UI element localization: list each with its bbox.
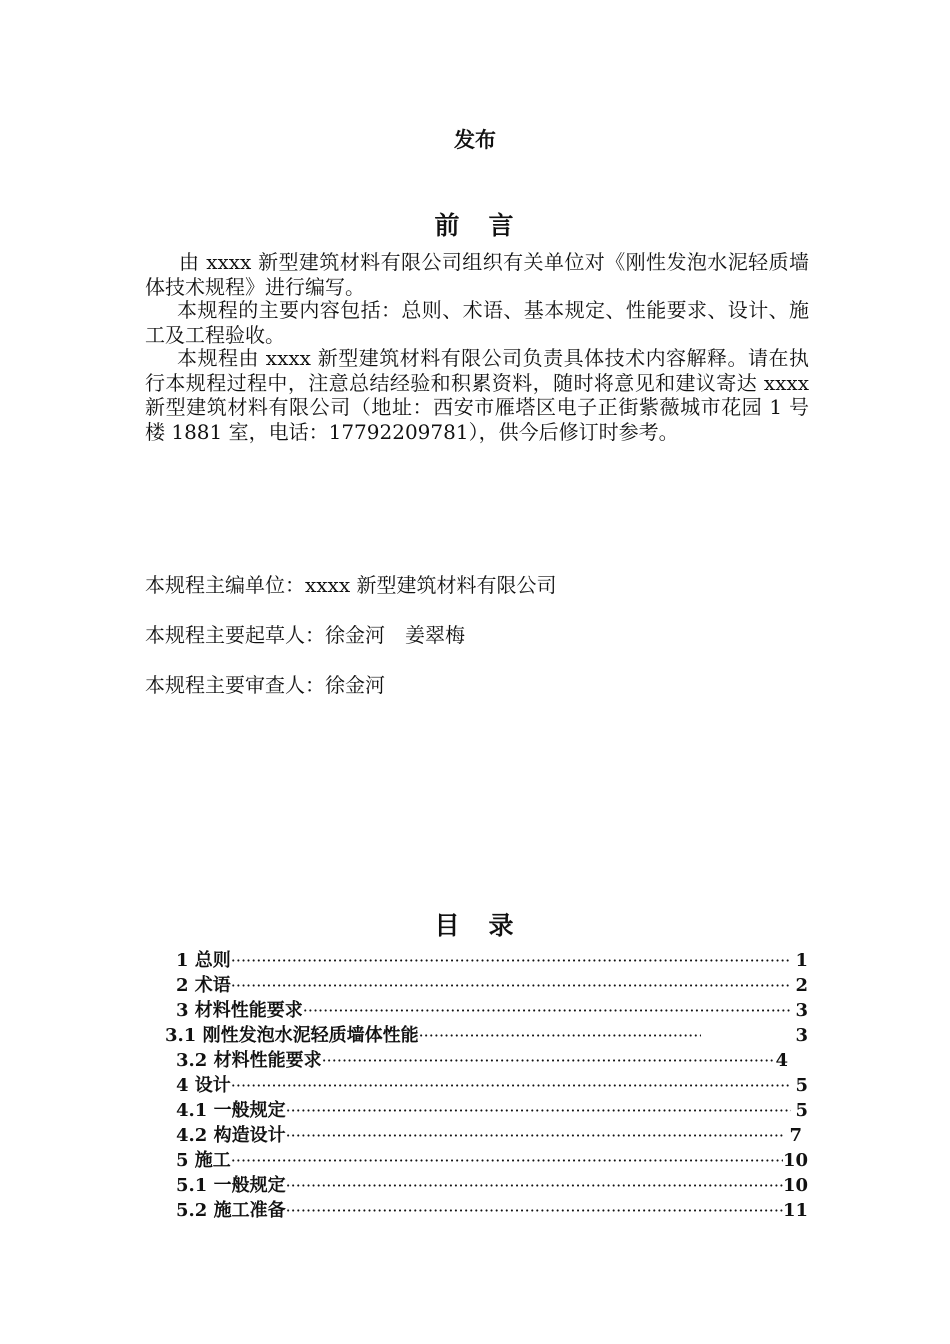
toc-entry[interactable] (176, 1146, 808, 1171)
toc-entry[interactable] (176, 1071, 808, 1096)
toc-entry-page: 7 (789, 1125, 802, 1146)
toc-leader-dots (231, 1151, 783, 1170)
drafters: 本规程主要起草人：徐金河 姜翠梅 (145, 623, 465, 647)
foreword-title: 前 言 (434, 211, 516, 240)
toc-entry-label: 3 材料性能要求 (176, 1000, 303, 1021)
foreword-paragraph-3: 本规程由 xxxx 新型建筑材料有限公司负责具体技术内容解释。请在执行本规程过程中，注意总结经验和积累资料，随时将意见和建议寄达 xxxx 新型建筑材料有限公司（地址：西安市雁塔区电子正街紫薇城市花园 1 号楼 1881 室，电话：17792209781），供今后修订时参考。 (145, 346, 809, 444)
foreword-paragraph-1: 由 xxxx 新型建筑材料有限公司组织有关单位对《刚性发泡水泥轻质墙体技术规程》进行编写。 (145, 250, 809, 299)
toc-leader-dots (231, 951, 792, 970)
toc-entry-page: 1 (795, 950, 808, 971)
toc-leader-dots (419, 1026, 701, 1045)
toc-leader-dots (231, 1076, 792, 1095)
toc-entry[interactable] (176, 1121, 802, 1146)
toc-entry[interactable] (176, 971, 808, 996)
toc-entry[interactable] (176, 1046, 788, 1071)
toc-leader-dots (286, 1101, 792, 1120)
toc-entry-page: 2 (795, 975, 808, 996)
toc-entry-label: 4.1 一般规定 (176, 1100, 286, 1121)
toc-title: 目 录 (434, 911, 516, 940)
toc-entry[interactable] (176, 1171, 808, 1196)
toc-entry-label: 5.2 施工准备 (176, 1200, 286, 1221)
toc-entry-page: 10 (782, 1175, 808, 1196)
toc-entry-label: 1 总则 (176, 950, 231, 971)
toc-entry-page: 3 (795, 1025, 808, 1046)
toc-leader-dots (231, 976, 792, 995)
toc-leader-dots (286, 1201, 783, 1220)
toc-entry[interactable] (176, 1096, 808, 1121)
toc-entry-page: 4 (775, 1050, 788, 1071)
toc-entry-label: 4.2 构造设计 (176, 1125, 286, 1146)
reviewers: 本规程主要审查人：徐金河 (145, 673, 385, 697)
toc-entry-label: 4 设计 (176, 1075, 231, 1096)
toc-leader-dots (303, 1001, 792, 1020)
toc-entry[interactable] (165, 1021, 808, 1046)
foreword-paragraph-2: 本规程的主要内容包括：总则、术语、基本规定、性能要求、设计、施工及工程验收。 (145, 298, 809, 347)
toc-entry-page: 11 (782, 1200, 808, 1221)
toc-entry-label: 5.1 一般规定 (176, 1175, 286, 1196)
toc-entry[interactable] (176, 996, 808, 1021)
toc-entry[interactable] (176, 946, 808, 971)
toc-leader-dots (286, 1126, 786, 1145)
toc-entry-label: 2 术语 (176, 975, 231, 996)
toc-entry-page: 5 (795, 1100, 808, 1121)
toc-entry-page: 5 (795, 1075, 808, 1096)
toc-entry-label: 3.2 材料性能要求 (176, 1050, 322, 1071)
toc-entry[interactable] (176, 1196, 808, 1221)
toc-entry-page: 3 (795, 1000, 808, 1021)
toc-entry-label: 3.1 刚性发泡水泥轻质墙体性能 (165, 1025, 419, 1046)
publish-heading: 发布 (454, 128, 496, 152)
editor-unit: 本规程主编单位：xxxx 新型建筑材料有限公司 (145, 573, 557, 597)
toc-leader-dots (286, 1176, 783, 1195)
toc-entry-label: 5 施工 (176, 1150, 231, 1171)
toc-leader-dots (322, 1051, 776, 1070)
toc-entry-page: 10 (782, 1150, 808, 1171)
